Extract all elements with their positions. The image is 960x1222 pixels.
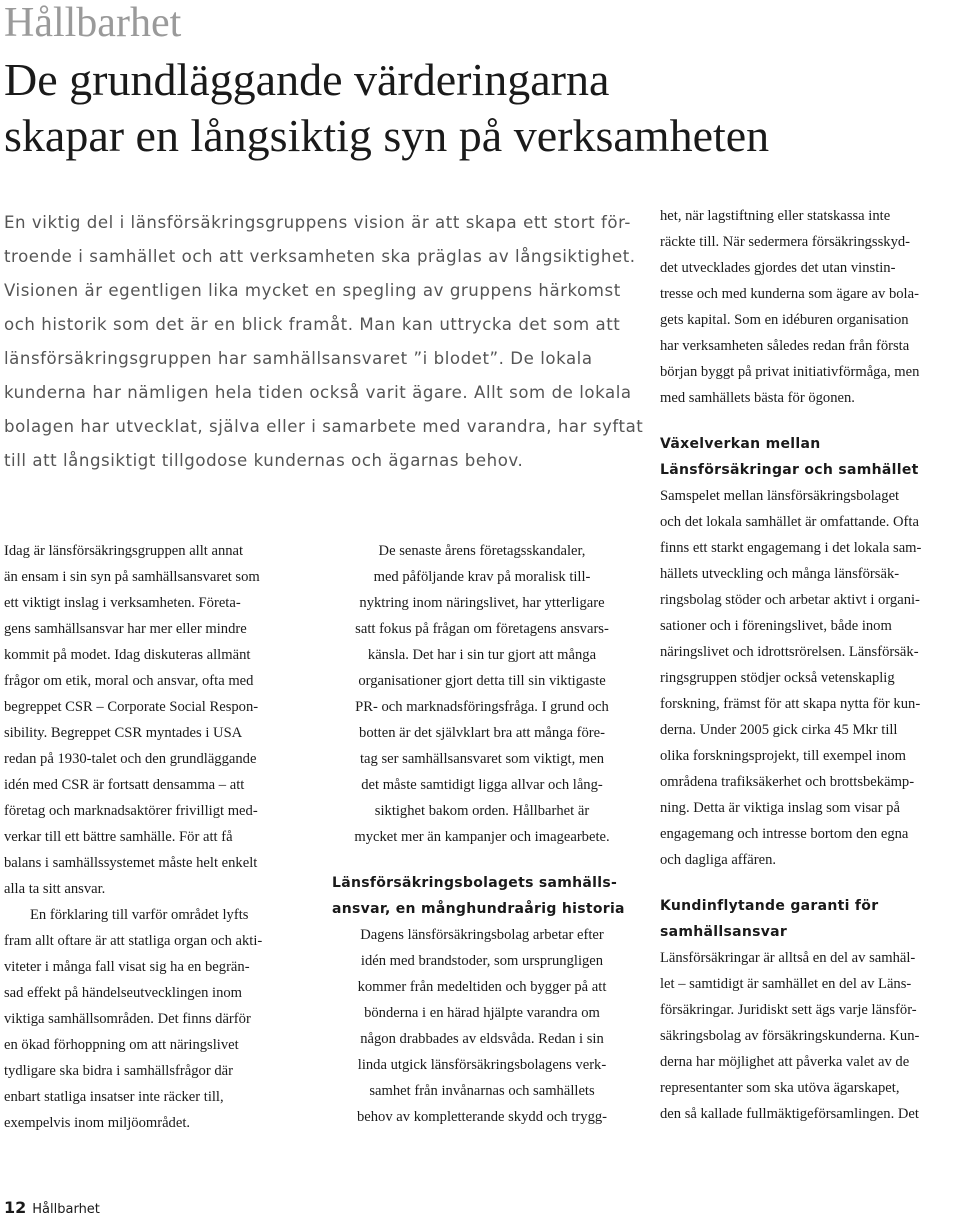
text-line: forskning, främst för att skapa nytta för kun-	[660, 696, 921, 712]
section-heading: Länsförsäkringsbolagets samhälls-	[332, 875, 618, 891]
text-line: idén med brandstoder, som ursprungligen	[360, 953, 604, 969]
text-line: let – samtidigt är samhället en del av Läns-	[660, 976, 912, 992]
text-line: Dagens länsförsäkringsbolag arbetar efter	[360, 927, 604, 943]
text-line: viteter i många fall visat sig ha en begrän-	[4, 959, 250, 975]
text-line: fram allt oftare är att statliga organ och akti-	[4, 933, 263, 949]
text-line: mycket mer än kampanjer och imagearbete.	[354, 829, 610, 845]
text-line: tag ser samhällsansvaret som viktigt, men	[360, 751, 604, 767]
page-number: 12	[4, 1198, 27, 1217]
text-line: idén med CSR är fortsatt densamma – att	[4, 777, 245, 793]
text-line: redan på 1930-talet och den grundläggande	[4, 751, 257, 767]
text-line: finns ett starkt engagemang i det lokala sam-	[660, 540, 922, 556]
text-line: gets kapital. Som en idéburen organisation	[660, 312, 909, 328]
text-line: verkar till ett bättre samhälle. För att få	[4, 829, 233, 845]
text-line: balans i samhällssystemet måste helt enkelt	[4, 855, 258, 871]
text-line: har verksamheten således redan från första	[660, 338, 910, 354]
text-line: det måste samtidigt ligga allvar och lång-	[361, 777, 603, 793]
text-line: sibility. Begreppet CSR myntades i USA	[4, 725, 243, 741]
text-line: ning. Detta är viktiga inslag som visar på	[660, 800, 900, 816]
text-line: satt fokus på frågan om företagens ansvars-	[355, 621, 609, 637]
text-line: någon drabbades av eldsvåda. Redan i sin	[360, 1031, 604, 1047]
text-line: enbart statliga insatser inte räcker till,	[4, 1089, 224, 1105]
text-line: tydligare ska bidra i samhällsfrågor där	[4, 1063, 233, 1079]
text-line: sationer och i föreningslivet, både inom	[660, 618, 892, 634]
text-line: än ensam i sin syn på samhällsansvaret som	[4, 569, 260, 585]
text-line: Idag är länsförsäkringsgruppen allt annat	[4, 543, 244, 559]
text-line: PR- och marknadsföringsfråga. I grund och	[355, 699, 609, 715]
text-line: organisationer gjort detta till sin viktigaste	[358, 673, 606, 689]
text-line: Samspelet mellan länsförsäkringsbolaget	[660, 488, 900, 504]
text-line: ringsgruppen stödjer också vetenskaplig	[660, 670, 895, 686]
text-line: företag och marknadsaktörer frivilligt med-	[4, 803, 258, 819]
text-line: näringslivet och idrottsrörelsen. Länsförsäk-	[660, 644, 919, 660]
text-line: det utvecklades gjordes det utan vinstin-	[660, 260, 896, 276]
text-line: ringsbolag stöder och arbetar aktivt i organi-	[660, 592, 920, 608]
text-line: med samhällets bästa för ögonen.	[660, 390, 855, 406]
intro-line: troende i samhället och att verksamheten ska präglas av långsiktighet.	[4, 247, 636, 266]
text-line: alla ta sitt ansvar.	[4, 881, 106, 897]
text-line: nyktring inom näringslivet, har ytterligare	[359, 595, 605, 611]
text-line: känsla. Det har i sin tur gjort att många	[367, 647, 597, 663]
section-heading: samhällsansvar	[660, 924, 788, 940]
text-line: säkringsbolag av försäkringskunderna. Kun-	[660, 1028, 920, 1044]
text-line: engagemang och intresse bortom den egna	[660, 826, 909, 842]
text-line: gens samhällsansvar har mer eller mindre	[4, 621, 247, 637]
text-line: Länsförsäkringar är alltså en del av samhäl-	[660, 950, 916, 966]
intro-line: bolagen har utvecklat, själva eller i samarbete med varandra, har syftat	[4, 417, 644, 436]
text-line: derna. Under 2005 gick cirka 45 Mkr till	[660, 722, 898, 738]
text-line: samhet från invånarnas och samhällets	[369, 1083, 595, 1099]
section-heading: ansvar, en månghundraårig historia	[332, 901, 625, 917]
text-line: viktiga samhällsområden. Det finns därför	[4, 1011, 251, 1027]
page-title	[4, 52, 904, 164]
text-line: exempelvis inom miljöområdet.	[4, 1115, 191, 1131]
footer-section-label: Hållbarhet	[32, 1202, 100, 1217]
page-footer	[4, 1196, 100, 1222]
intro-paragraph	[4, 206, 644, 478]
text-line: den så kallade fullmäktigeförsamlingen. Det	[660, 1106, 919, 1122]
text-line: kommit på modet. Idag diskuteras allmänt	[4, 647, 251, 663]
text-line: De senaste årens företagsskandaler,	[378, 543, 586, 559]
body-column-1	[4, 538, 300, 1136]
intro-line: och historik som det är en blick framåt. Man kan uttrycka det som att	[4, 315, 621, 334]
text-line: räckte till. När sedermera försäkringsskyd-	[660, 234, 911, 250]
section-heading: Länsförsäkringar och samhället	[660, 462, 919, 478]
intro-line: En viktig del i länsförsäkringsgruppens vision är att skapa ett stort för-	[4, 213, 631, 232]
intro-line: Visionen är egentligen lika mycket en spegling av gruppens härkomst	[4, 281, 621, 300]
body-column-3	[660, 203, 958, 1127]
text-line: tresse och med kunderna som ägare av bola-	[660, 286, 919, 302]
text-line: med påföljande krav på moralisk till-	[373, 569, 591, 585]
text-line: derna har möjlighet att påverka valet av de	[660, 1054, 910, 1070]
intro-line: till att långsiktigt tillgodose kundernas och ägarnas behov.	[4, 451, 524, 470]
text-line: begreppet CSR – Corporate Social Respon-	[4, 699, 259, 715]
text-line: ett viktigt inslag i verksamheten. Företa-	[4, 595, 241, 611]
text-line: sad effekt på händelseutvecklingen inom	[4, 985, 243, 1001]
text-line: En förklaring till varför området lyfts	[30, 907, 249, 923]
text-line: en ökad förhoppning om att näringslivet	[4, 1037, 239, 1053]
intro-line: kunderna har nämligen hela tiden också varit ägare. Allt som de lokala	[4, 383, 632, 402]
text-line: försäkringar. Juridiskt sett ägs varje länsför-	[660, 1002, 917, 1018]
text-line: bönderna i en härad hjälpte varandra om	[364, 1005, 600, 1021]
text-line: linda utgick länsförsäkringsbolagens verk-	[357, 1057, 607, 1073]
title-line: skapar en långsiktig syn på verksamheten	[4, 110, 770, 161]
text-line: frågor om etik, moral och ansvar, ofta med	[4, 673, 254, 689]
intro-line: länsförsäkringsgruppen har samhällsansvaret ”i blodet”. De lokala	[4, 349, 593, 368]
text-line: olika forskningsprojekt, till exempel inom	[660, 748, 907, 764]
section-label: Hållbarhet	[4, 0, 182, 46]
body-column-2	[332, 538, 632, 1130]
text-line: och dagliga affären.	[660, 852, 777, 868]
text-line: kommer från medeltiden och bygger på att	[357, 979, 607, 995]
text-line: representanter som ska utöva ägarskapet,	[660, 1080, 900, 1096]
text-line: områdena trafiksäkerhet och brottsbekämp-	[660, 774, 915, 790]
text-line: och det lokala samhället är omfattande. Ofta	[660, 514, 919, 530]
text-line: hällets utveckling och många länsförsäk-	[660, 566, 900, 582]
text-line: behov av kompletterande skydd och trygg-	[356, 1109, 608, 1125]
text-line: siktighet bakom orden. Hållbarhet är	[374, 803, 590, 819]
title-line: De grundläggande värderingarna	[4, 54, 610, 105]
section-heading: Kundinflytande garanti för	[660, 898, 879, 914]
section-heading: Växelverkan mellan	[660, 436, 821, 452]
text-line: botten är det självklart bra att många före-	[359, 725, 605, 741]
text-line: början byggt på privat initiativförmåga, men	[660, 364, 920, 380]
text-line: het, när lagstiftning eller statskassa inte	[660, 208, 891, 224]
